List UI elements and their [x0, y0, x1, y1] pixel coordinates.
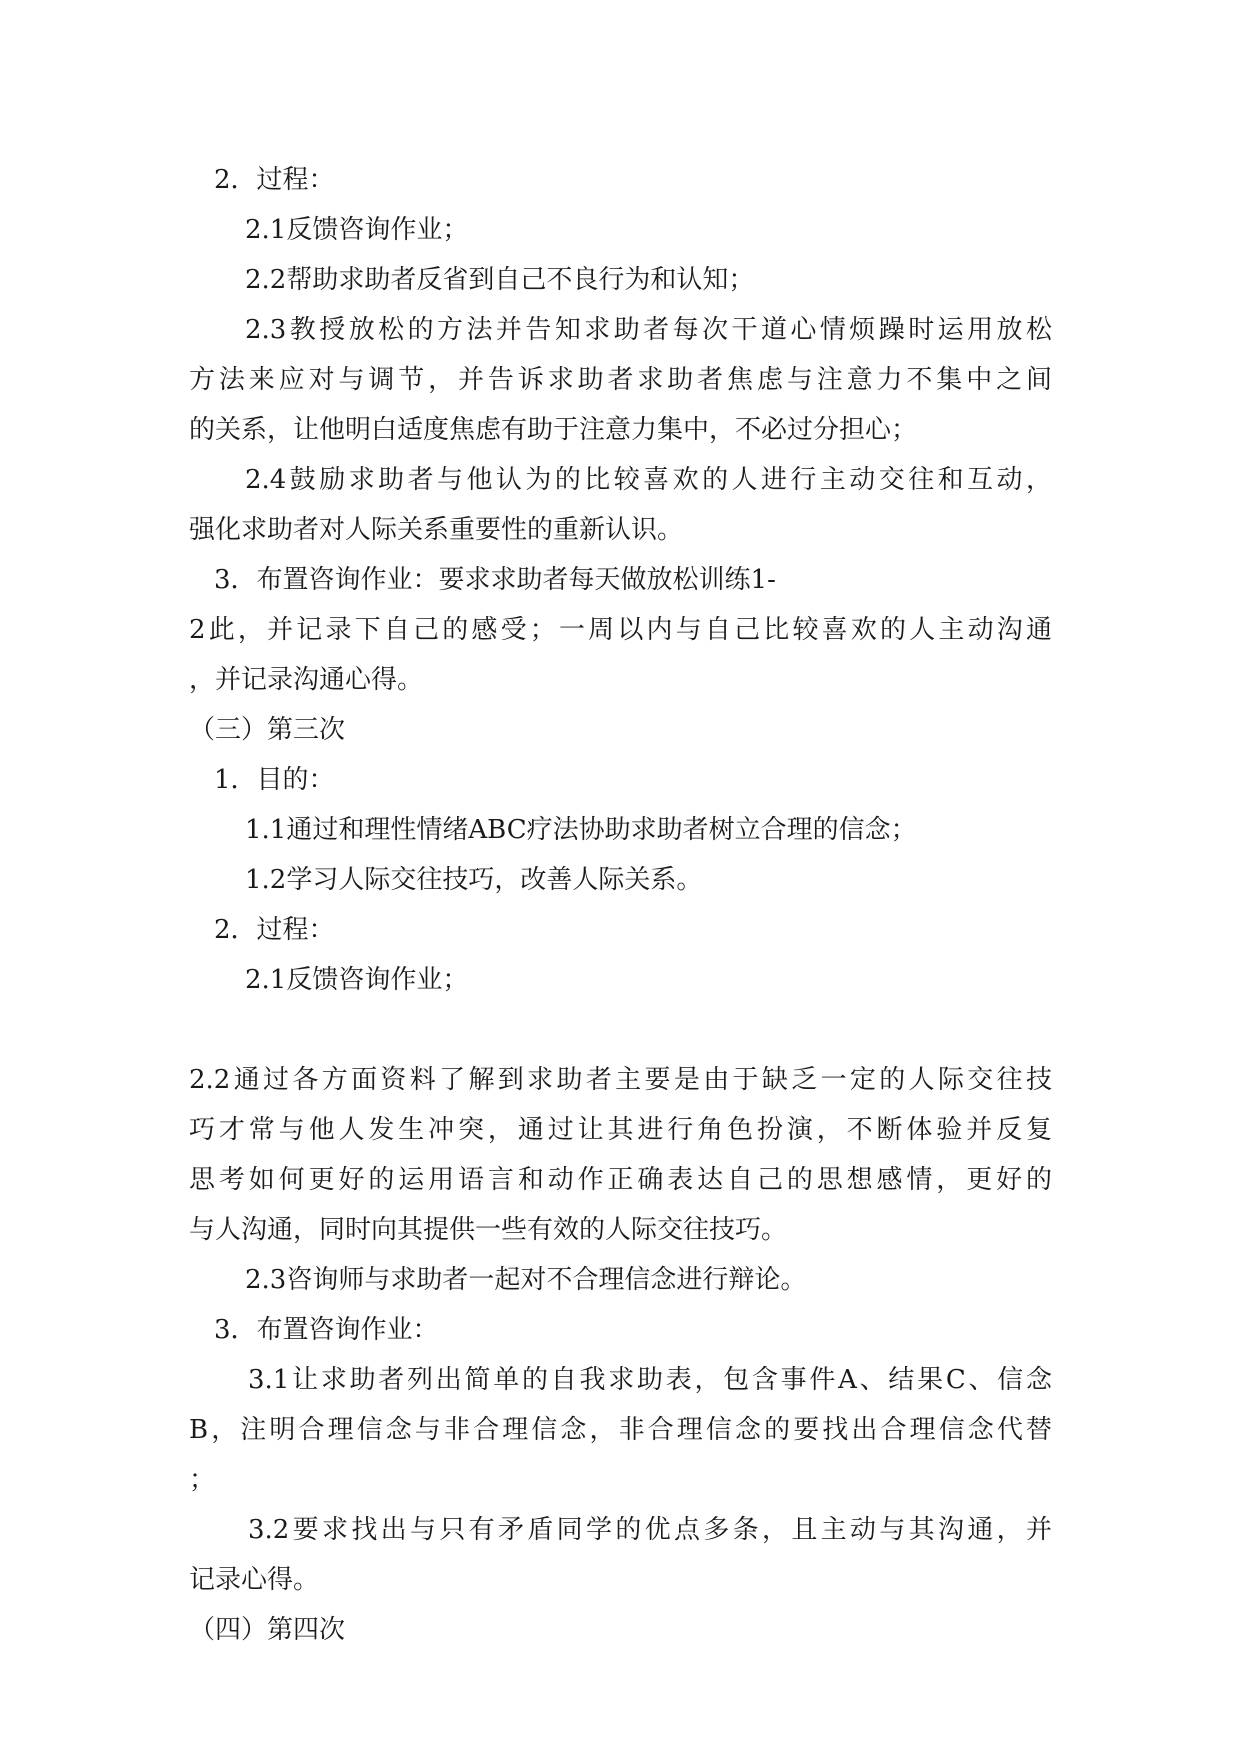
text-line: 2.1反馈咨询作业；: [245, 215, 469, 245]
text-line: B，注明合理信念与非合理信念，非合理信念的要找出合理信念代替: [189, 1415, 1052, 1445]
text-line: 2此，并记录下自己的感受；一周以内与自己比较喜欢的人主动沟通: [189, 615, 1052, 645]
text-line: 3.2要求找出与只有矛盾同学的优点多条，且主动与其沟通，并: [248, 1515, 1052, 1545]
text-line: 2.3咨询师与求助者一起对不合理信念进行辩论。: [245, 1265, 807, 1295]
text-line: 2.1反馈咨询作业；: [245, 965, 469, 995]
text-line: 方法来应对与调节，并告诉求助者求助者焦虑与注意力不集中之间: [189, 365, 1052, 395]
text-line: 2．过程：: [214, 165, 335, 195]
text-line: 的关系，让他明白适度焦虑有助于注意力集中，不必过分担心；: [189, 415, 918, 445]
text-line: 2．过程：: [214, 915, 335, 945]
text-line: 2.4鼓励求助者与他认为的比较喜欢的人进行主动交往和互动，: [245, 465, 1052, 495]
text-line: 与人沟通，同时向其提供一些有效的人际交往技巧。: [189, 1215, 788, 1245]
section-heading: （四）第四次: [189, 1615, 346, 1645]
text-line: 2.3教授放松的方法并告知求助者每次干道心情烦躁时运用放松: [245, 315, 1052, 345]
text-line: 1．目的：: [214, 765, 335, 795]
section-heading: （三）第三次: [189, 715, 346, 745]
text-line: 3.1让求助者列出简单的自我求助表，包含事件A、结果C、信念: [248, 1365, 1052, 1395]
text-line: 2.2帮助求助者反省到自己不良行为和认知；: [245, 265, 755, 295]
text-line: 1.1通过和理性情绪ABC疗法协助求助者树立合理的信念；: [245, 815, 917, 845]
text-line: 3．布置咨询作业：要求求助者每天做放松训练1-: [214, 565, 776, 595]
text-line: 强化求助者对人际关系重要性的重新认识。: [189, 515, 684, 545]
text-line: 2.2通过各方面资料了解到求助者主要是由于缺乏一定的人际交往技: [189, 1065, 1052, 1095]
text-line: 巧才常与他人发生冲突，通过让其进行角色扮演，不断体验并反复: [189, 1115, 1052, 1145]
text-line: ，并记录沟通心得。: [189, 665, 424, 695]
text-line: 1.2学习人际交往技巧，改善人际关系。: [245, 865, 703, 895]
text-line: 思考如何更好的运用语言和动作正确表达自己的思想感情，更好的: [189, 1165, 1052, 1195]
text-line: 3．布置咨询作业：: [214, 1315, 439, 1345]
text-line: 记录心得。: [189, 1565, 320, 1595]
text-line: ；: [189, 1465, 216, 1495]
